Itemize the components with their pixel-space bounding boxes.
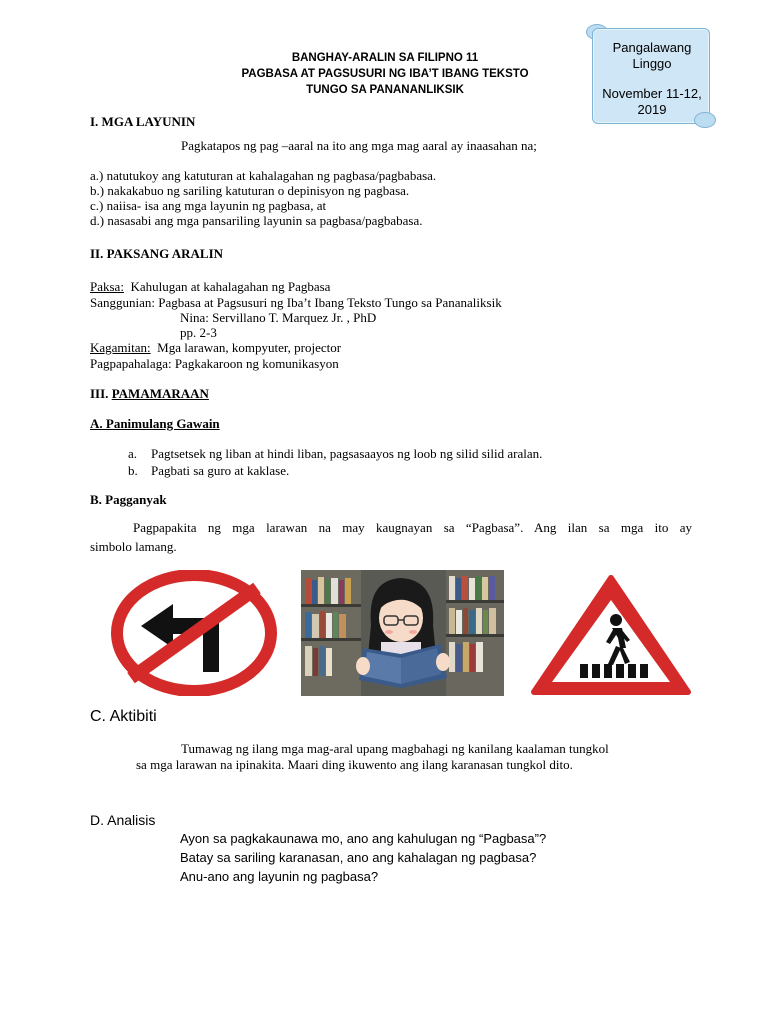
doc-title-line-3: TUNGO SA PANANANLIKSIK [306,84,464,96]
objective-item: b.) nakakabuo ng sariling katuturan o depinisyon ng pagbasa. [90,183,410,198]
section-2-title: II. PAKSANG ARALIN [90,246,224,261]
sanggunian-value: Pagbasa at Pagsusuri ng Iba’t Ibang Teksto Tungo sa Pananaliksik [158,295,502,310]
analysis-question: Ayon sa pagkakaunawa mo, ano ang kahulugan ng “Pagbasa”? [180,831,547,846]
objective-item: a.) natutukoy ang katuturan at kahalagahan ng pagbasa/pagbabasa. [90,168,437,183]
pedestrian-crossing-sign-image [530,572,692,696]
note-line-2: Linggo [632,56,672,71]
date-note-text [598,40,706,118]
section-1-intro: Pagkatapos ng pag –aaral na ito ang mga mag aaral ay inaasahan na; [181,138,537,153]
list-item: Pagtsetsek ng liban at hindi liban, pagsasaayos ng loob ng silid silid aralan. [151,446,543,461]
section-c-title: C. Aktibiti [90,708,157,725]
pagganyak-line-1: Pagpapakita ng mga larawan na may kaugnayan sa “Pagbasa”. Ang ilan sa mga ito ay [133,520,692,535]
sanggunian-label: Sanggunian: [90,295,155,310]
analysis-question: Anu-ano ang layunin ng pagbasa? [180,869,379,884]
list-item: Pagbati sa guro at kaklase. [151,463,290,478]
section-3-main: PAMAMARAAN [111,386,209,401]
pages-line: pp. 2-3 [180,325,217,340]
section-3-prefix: III. [90,386,109,401]
subsection-a-title: A. Panimulang Gawain [90,416,220,431]
objective-item: d.) nasasabi ang mga pansariling layunin sa pagbasa/pagbabasa. [90,213,423,228]
no-left-turn-sign-icon [111,570,278,696]
girl-reading-image [301,570,504,696]
doc-title-line-2: PAGBASA AT PAGSUSURI NG IBA’T IBANG TEKSTO [241,68,529,80]
paksa-label: Paksa: [90,279,124,294]
section-1-title: I. MGA LAYUNIN [90,114,196,129]
subsection-b-title: B. Pagganyak [90,492,167,507]
aktibiti-line-2: sa mga larawan na ipinakita. Maari ding ikuwento ang ilang karanasan tungkol dito. [136,757,573,772]
note-line-4: 2019 [637,102,667,117]
aktibiti-line-1: Tumawag ng ilang mga mag-aral upang magbahagi ng kanilang kaalaman tungkol [181,741,609,756]
analysis-question: Batay sa sariling karanasan, ano ang kahalagan ng pagbasa? [180,850,537,865]
paksa-row [90,279,330,295]
note-line-3: November 11-12, [602,86,702,101]
author-line: Nina: Servillano T. Marquez Jr. , PhD [180,310,377,325]
list-item-marker: b. [128,463,138,478]
pedestrian-crossing-sign-icon [530,572,692,696]
section-3-title [90,386,209,402]
pagganyak-line-2: simbolo lamang. [90,539,177,554]
sanggunian-row [90,295,502,311]
kagamitan-row [90,340,341,356]
doc-title-line-1: BANGHAY-ARALIN SA FILIPNO 11 [291,52,479,64]
kagamitan-value: Mga larawan, kompyuter, projector [157,340,342,355]
girl-reading-book-icon [301,570,504,696]
no-left-turn-sign-image [111,570,278,696]
section-d-title: D. Analisis [90,812,156,828]
list-item-marker: a. [128,446,138,461]
note-line-1: Pangalawang [612,40,692,55]
pagpapahalaga-line: Pagpapahalaga: Pagkakaroon ng komunikasyon [90,356,339,371]
objective-item: c.) naiisa- isa ang mga layunin ng pagbasa, at [90,198,327,213]
kagamitan-label: Kagamitan: [90,340,151,355]
paksa-value: Kahulugan at kahalagahan ng Pagbasa [130,279,331,294]
